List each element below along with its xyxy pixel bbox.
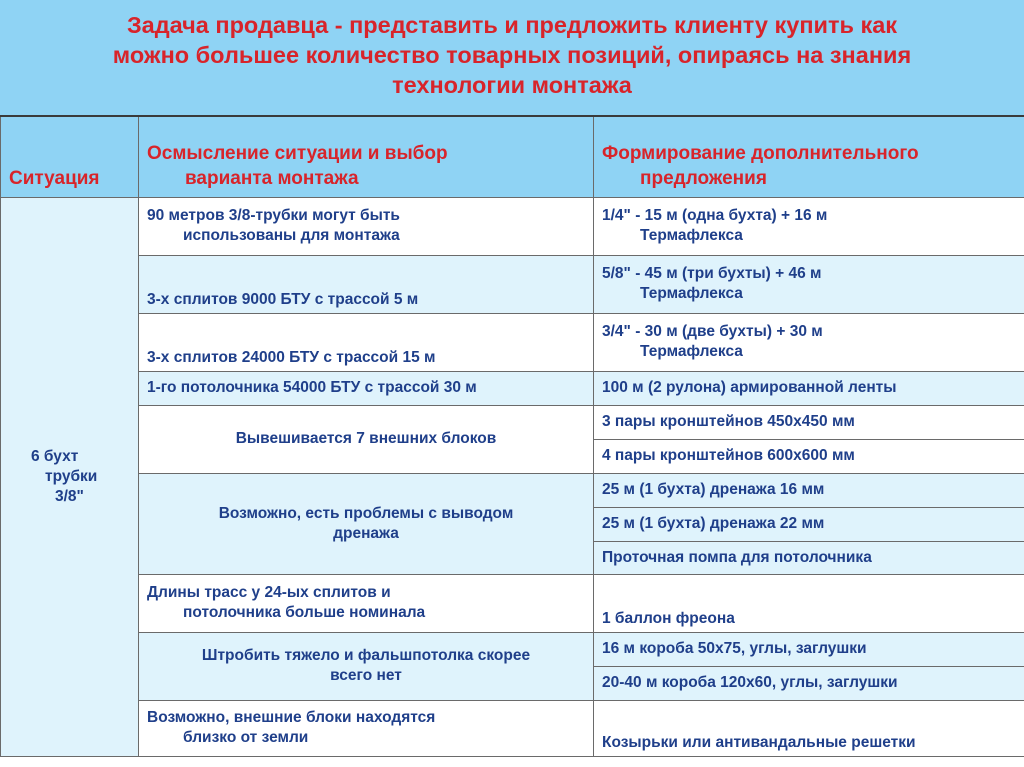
table-row (1, 700, 1024, 756)
header-row (1, 117, 1024, 197)
title-line-3: технологии монтажа (392, 72, 632, 98)
choice-cell: 1-го потолочника 54000 БТУ с трассой 30 м (139, 371, 594, 405)
table-row (1, 371, 1024, 405)
offer-cell: Козырьки или антивандальные решетки (594, 700, 1024, 756)
situation-line-3: 3/8" (55, 487, 84, 505)
table-row (1, 255, 1024, 313)
header-offer: Формирование дополнительного предложения (594, 117, 1024, 197)
header-choice: Осмысление ситуации и выбор варианта монтажа (139, 117, 594, 197)
choice-cell: Возможно, внешние блоки находятся близко от земли (139, 700, 594, 756)
table-row (1, 473, 1024, 507)
offer-cell: 4 пары кронштейнов 600х600 мм (594, 439, 1024, 473)
table-row (1, 197, 1024, 255)
offer-cell: 100 м (2 рулона) армированной ленты (594, 371, 1024, 405)
situation-cell (1, 197, 139, 756)
table-row (1, 405, 1024, 439)
offer-cell: Проточная помпа для потолочника (594, 541, 1024, 574)
table-row (1, 632, 1024, 666)
offer-cell: 1/4" - 15 м (одна бухта) + 16 м Термафлекса (594, 197, 1024, 255)
choice-cell: 3-х сплитов 24000 БТУ с трассой 15 м (139, 313, 594, 371)
offer-cell: 16 м короба 50х75, углы, заглушки (594, 632, 1024, 666)
choice-cell: Длины трасс у 24-ых сплитов и потолочника больше номинала (139, 574, 594, 632)
choice-cell: Штробить тяжело и фальшпотолка скорее всего нет (139, 632, 594, 700)
title-line-1: Задача продавца - представить и предложить клиенту купить как (126, 12, 898, 38)
offer-cell: 5/8" - 45 м (три бухты) + 46 м Термафлекса (594, 255, 1024, 313)
offer-cell: 25 м (1 бухта) дренажа 22 мм (594, 507, 1024, 541)
choice-cell: 90 метров 3/8-трубки могут быть использованы для монтажа (139, 197, 594, 255)
table-row (1, 574, 1024, 632)
situation-line-2: трубки (45, 467, 98, 485)
offer-cell: 3/4" - 30 м (две бухты) + 30 м Термафлекса (594, 313, 1024, 371)
choice-cell: 3-х сплитов 9000 БТУ с трассой 5 м (139, 255, 594, 313)
offer-cell: 3 пары кронштейнов 450х450 мм (594, 405, 1024, 439)
table-row (1, 313, 1024, 371)
title-line-2: можно большее количество товарных позиций, опираясь на знания (112, 42, 912, 68)
choice-cell: Вывешивается 7 внешних блоков (139, 405, 594, 473)
header-situation: Ситуация (1, 117, 139, 197)
offer-cell: 25 м (1 бухта) дренажа 16 мм (594, 473, 1024, 507)
situation-line-1: 6 бухт (31, 447, 79, 465)
slide-title (0, 0, 1024, 117)
offer-cell: 20-40 м короба 120х60, углы, заглушки (594, 666, 1024, 700)
offer-cell: 1 баллон фреона (594, 574, 1024, 632)
sales-table (0, 117, 1024, 757)
choice-cell: Возможно, есть проблемы с выводом дренажа (139, 473, 594, 574)
